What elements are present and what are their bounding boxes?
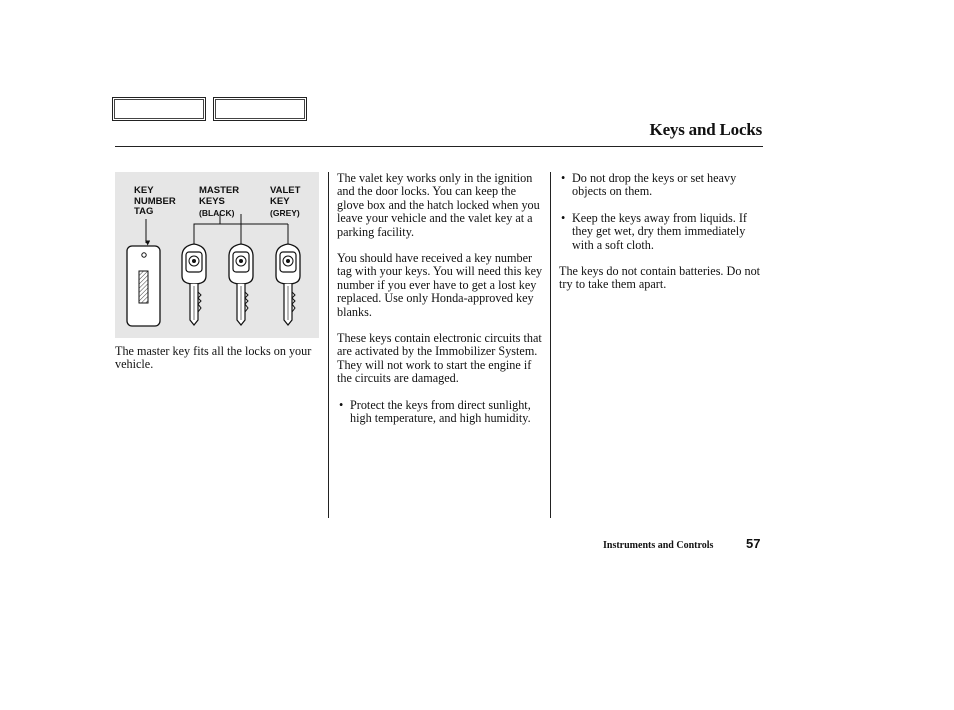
keys-illustration xyxy=(115,172,319,338)
paragraph: These keys contain electronic circuits that are activated by the Immobilizer System. They will not work to start the engine if the circuits are damaged. xyxy=(337,331,542,386)
column-divider-1 xyxy=(328,172,329,518)
label-valet-key-color: (GREY) xyxy=(270,208,300,218)
paragraph: You should have received a key number tag with your keys. You will need this key number if you ever have to get a lost key replaced. Use only Honda-approved key blanks. xyxy=(337,251,543,319)
nav-button-previous[interactable] xyxy=(112,97,206,121)
nav-button-next[interactable] xyxy=(213,97,307,121)
column-3 xyxy=(559,172,763,305)
key-number-tag-icon xyxy=(127,246,160,326)
footer-section-name: Instruments and Controls xyxy=(603,540,714,551)
label-master-keys: MASTER KEYS xyxy=(199,185,240,207)
leader-lines xyxy=(146,214,288,246)
label-valet-key: VALET KEY xyxy=(270,185,301,207)
column-divider-2 xyxy=(550,172,551,518)
page-number: 57 xyxy=(746,536,761,551)
bullet-item: • Keep the keys away from liquids. If they get wet, dry them immediately with a soft cloth. xyxy=(559,212,763,252)
label-master-keys-color: (BLACK) xyxy=(199,208,235,218)
label-key-number-tag: KEY NUMBER TAG xyxy=(134,185,176,217)
paragraph: The valet key works only in the ignition and the door locks. You can keep the glove box and the hatch locked when you leave your vehicle and the valet key at a parking facility. xyxy=(337,171,540,239)
bullet-item: • Do not drop the keys or set heavy objects on them. xyxy=(559,172,763,199)
figure-caption: The master key fits all the locks on your vehicle. xyxy=(115,344,312,372)
master-key-icon-2 xyxy=(229,244,253,325)
page-title: Keys and Locks xyxy=(649,120,762,139)
master-key-icon-1 xyxy=(182,244,206,325)
bullet-item: • Protect the keys from direct sunlight, high temperature, and high humidity. xyxy=(337,399,545,426)
column-2 xyxy=(337,172,545,439)
keys-figure xyxy=(115,172,319,338)
valet-key-icon xyxy=(276,244,300,325)
paragraph: The keys do not contain batteries. Do not try to take them apart. xyxy=(559,264,761,292)
header-rule xyxy=(115,146,763,147)
